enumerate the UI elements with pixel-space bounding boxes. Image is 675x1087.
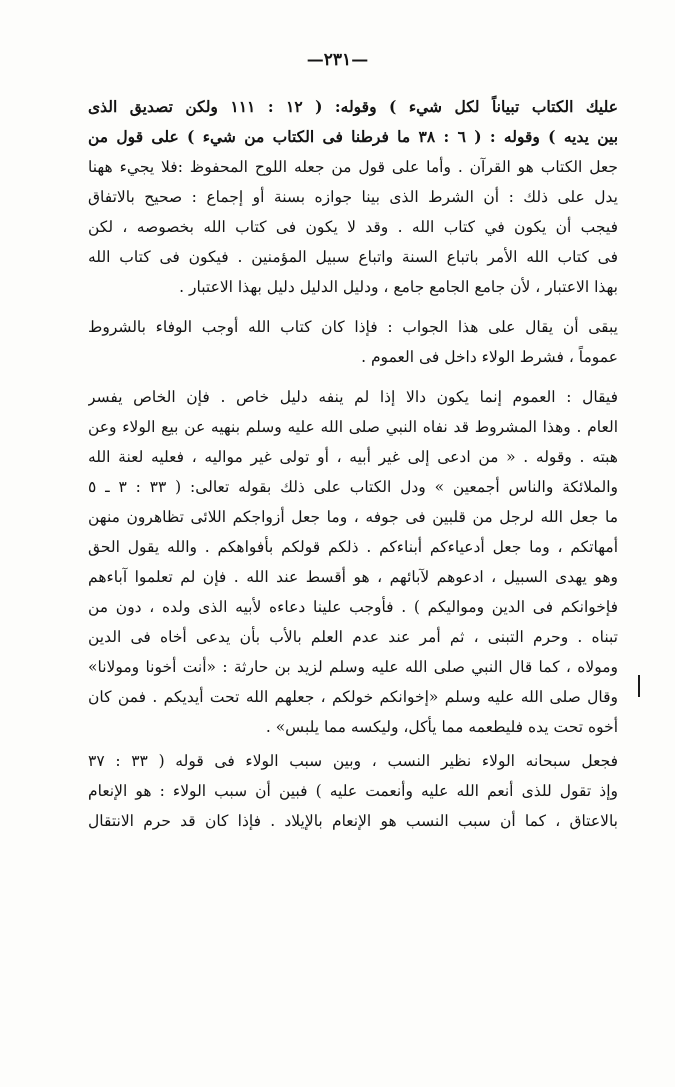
text-line: فيجب أن يكون في كتاب الله . وقد لا يكون فى كتاب الله بخصوصه ، لكن [88, 218, 618, 236]
text-line: العام . وهذا المشروط قد نفاه النبي صلى الله عليه وسلم بنهيه عن بيع الولاء وعن [88, 418, 618, 436]
text-line: أخوه تحت يده فليطعمه مما يأكل، وليكسه مما يلبس» . [265, 718, 618, 736]
text-line: فى كتاب الله الأمر باتباع السنة واتباع سبيل المؤمنين . فيكون فى كتاب الله [88, 248, 618, 266]
text-line: فإخوانكم فى الدين ومواليكم ) . فأوجب علينا دعاءه لأبيه الذى ولده ، دون من [88, 598, 618, 616]
text-line: عليك الكتاب تبياناً لكل شيء ) وقوله: ( ١٢ : ١١١ ولكن تصديق الذى [88, 97, 618, 116]
text-line: جعل الكتاب هو القرآن . وأما على قول من جعله اللوح المحفوظ :فلا يجيء ههنا [88, 158, 618, 176]
body-text [88, 92, 618, 836]
text-line: أمهاتكم ، وما جعل أدعياءكم أبناءكم . ذلكم قولكم بأفواهكم . والله يقول الحق [88, 538, 618, 556]
page-number: —۲۳۱— [306, 50, 369, 70]
text-line: بين يديه ) وقوله : ( ٦ : ٣٨ ما فرطنا فى الكتاب من شيء ) على قول من [88, 127, 618, 146]
text-line: فجعل سبحانه الولاء نظير النسب ، وبين سبب الولاء فى قوله ( ٣٣ : ٣٧ [88, 752, 618, 770]
text-line: تبناه . وحرم التبنى ، ثم أمر عند عدم العلم بالأب بأن يدعى أخاه فى الدين [88, 628, 618, 646]
text-line: ما جعل الله لرجل من قلبين فى جوفه ، وما جعل أزواجكم اللائى تظاهرون منهن [88, 508, 618, 526]
text-line: وقال صلى الله عليه وسلم «إخوانكم خولكم ، جعلهم الله تحت أيديكم . فمن كان [88, 688, 618, 706]
text-line: وهو يهدى السبيل ، ادعوهم لآبائهم ، هو أقسط عند الله . فإن لم تعلموا آباءهم [88, 568, 618, 586]
text-line: بالاعتاق ، كما أن سبب النسب هو الإنعام بالإيلاد . فإذا كان قد حرم الانتقال [88, 812, 618, 830]
text-line: بهذا الاعتبار ، لأن جامع الجامع جامع ، ودليل الدليل دليل بهذا الاعتبار . [179, 278, 618, 296]
text-line: هبته . وقوله . « من ادعى إلى غير أبيه ، أو تولى غير مواليه ، فعليه لعنة الله [88, 448, 618, 466]
text-line: عموماً ، فشرط الولاء داخل فى العموم . [361, 348, 618, 366]
text-line: يدل على ذلك : أن الشرط الذى بينا جوازه بسنة أو إجماع : صحيح بالاتفاق [88, 188, 618, 206]
text-line: فيقال : العموم إنما يكون دالا إذا لم ينفه دليل خاص . فإن الخاص يفسر [88, 388, 618, 406]
text-line: ومولاه ، كما قال النبي صلى الله عليه وسلم لزيد بن حارثة : «أنت أخونا ومولانا» [88, 658, 618, 676]
text-line: والملائكة والناس أجمعين » ودل الكتاب على ذلك بقوله تعالى: ( ٣٣ : ٣ ـ ٥ [88, 478, 618, 496]
text-line: وإذ تقول للذى أنعم الله عليه وأنعمت عليه ) فبين أن سبب الولاء : هو الإنعام [88, 782, 618, 800]
text-line: يبقى أن يقال على هذا الجواب : فإذا كان كتاب الله أوجب الوفاء بالشروط [88, 318, 618, 336]
margin-mark [638, 675, 640, 697]
